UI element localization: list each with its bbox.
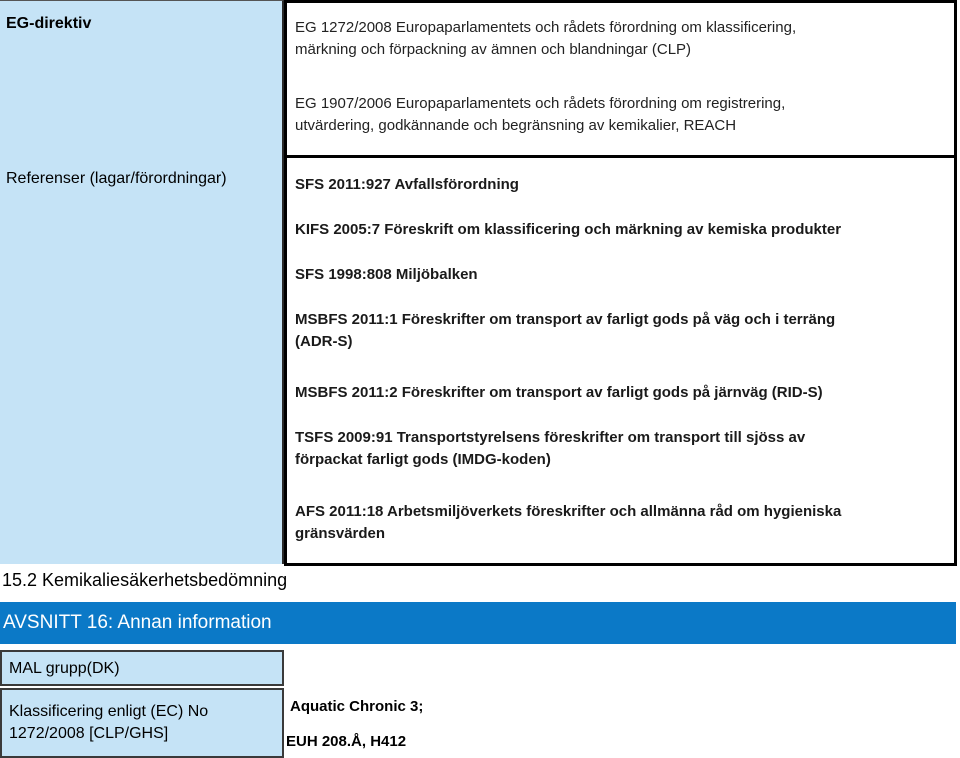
mal-group-label: MAL grupp(DK) [9, 660, 120, 677]
section-16-title: AVSNITT 16: Annan information [3, 612, 272, 633]
ref-item-6-line-1: TSFS 2009:91 Transportstyrelsens föreskrifter om transport till sjöss av [295, 429, 806, 446]
ref-item-7-line-2: gränsvärden [295, 525, 386, 542]
ref-item-6-line-2: förpackat farligt gods (IMDG-koden) [295, 451, 551, 468]
classification-value-1: Aquatic Chronic 3; [290, 698, 424, 715]
references-values [284, 155, 957, 566]
section-16-header [0, 602, 956, 644]
classification-values-cell [284, 688, 960, 758]
classification-label-line-2: 1272/2008 [CLP/GHS] [9, 725, 169, 742]
eg-item-2-line-1: EG 1907/2006 Europaparlamentets och rådets förordning om registrering, [295, 95, 786, 112]
ref-item-2: KIFS 2005:7 Föreskrift om klassificering och märkning av kemiska produkter [295, 221, 842, 238]
ref-item-4-line-1: MSBFS 2011:1 Föreskrifter om transport av farligt gods på väg och i terräng [295, 311, 836, 328]
eg-item-2-line-2: utvärdering, godkännande och begränsning av kemikalier, REACH [295, 117, 737, 134]
ref-item-5: MSBFS 2011:2 Föreskrifter om transport av farligt gods på järnväg (RID-S) [295, 384, 823, 401]
eg-item-1-line-2: märkning och förpackning av ämnen och blandningar (CLP) [295, 41, 692, 58]
ref-item-4-line-2: (ADR-S) [295, 333, 353, 350]
ref-item-7-line-1: AFS 2011:18 Arbetsmiljöverkets föreskrifter och allmänna råd om hygieniska [295, 503, 842, 520]
eg-directive-label-cell [0, 0, 284, 156]
classification-label-cell [0, 688, 284, 758]
ref-item-1: SFS 2011:927 Avfallsförordning [295, 176, 519, 193]
mal-group-cell [0, 650, 284, 686]
eg-directive-label: EG-direktiv [6, 15, 92, 32]
references-label: Referenser (lagar/förordningar) [6, 170, 227, 187]
references-label-cell [0, 156, 284, 564]
eg-item-1-line-1: EG 1272/2008 Europaparlamentets och rådets förordning om klassificering, [295, 19, 797, 36]
classification-value-2: EUH 208.Å, H412 [286, 733, 407, 750]
eg-directive-values [284, 0, 957, 158]
chemical-safety-heading: 15.2 Kemikaliesäkerhetsbedömning [2, 570, 288, 590]
ref-item-3: SFS 1998:808 Miljöbalken [295, 266, 478, 283]
classification-label-line-1: Klassificering enligt (EC) No [9, 703, 209, 720]
